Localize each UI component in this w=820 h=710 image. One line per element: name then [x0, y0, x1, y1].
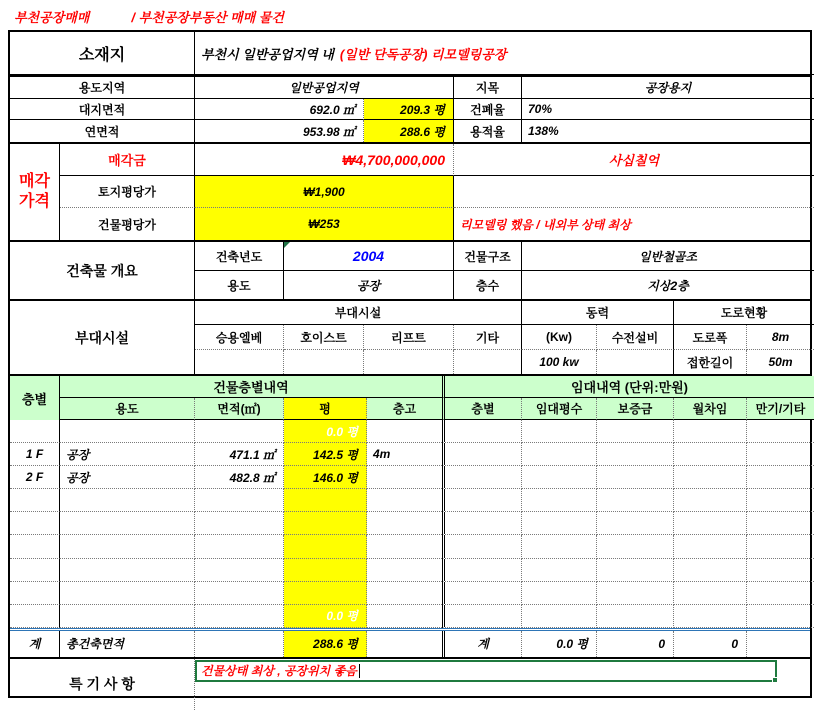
cell-rent-floor: [442, 559, 522, 582]
total-monthly: 0: [674, 631, 747, 657]
cell-sqm: [195, 605, 284, 628]
cell-use: [60, 512, 195, 535]
total-expiry: [747, 631, 814, 657]
table-row: [10, 420, 810, 443]
total-height: [367, 631, 442, 657]
coverage-label: 건폐율: [454, 99, 522, 120]
price-section-line1: 매각: [19, 173, 50, 190]
cell-floor: [10, 512, 60, 535]
cell-height: [367, 559, 442, 582]
cell-pyeong: [284, 559, 367, 582]
cell-expiry: [747, 420, 814, 443]
cell-rent-pyeong: [522, 605, 597, 628]
table-row: [10, 489, 810, 512]
cell-rent-pyeong: [522, 466, 597, 489]
cell-monthly: [674, 559, 747, 582]
cell-rent-floor: [442, 489, 522, 512]
zoning-value: 일반공업지역: [195, 77, 454, 99]
floor-col-header: 층별: [10, 376, 60, 420]
elevator-col: 승용엘베: [195, 325, 284, 350]
cell-rent-pyeong: [522, 489, 597, 512]
floor-table-header: [10, 374, 810, 420]
cell-use: [60, 582, 195, 605]
cell-height: [367, 605, 442, 628]
cell-floor: [10, 420, 60, 443]
cell-sqm: [195, 535, 284, 558]
cell-expiry: [747, 535, 814, 558]
sale-price-korean: 사십칠억: [454, 144, 814, 176]
cell-rent-pyeong: [522, 559, 597, 582]
cell-expiry: [747, 466, 814, 489]
floors-label: 층수: [454, 271, 522, 299]
cell-height: 4m: [367, 443, 442, 466]
land-unit-price-label: 토지평당가: [60, 176, 195, 208]
left-table-title: 건물층별내역: [60, 376, 442, 398]
road-group: 도로현황: [674, 301, 814, 325]
bldg-unit-price-note: 리모델링 했음 / 내외부 상태 최상: [460, 217, 631, 232]
table-row: [10, 443, 810, 466]
zoning-area-block: [10, 75, 810, 142]
cell-monthly: [674, 443, 747, 466]
cell-height: [367, 535, 442, 558]
sale-price-value: ₩4,700,000,000: [195, 144, 454, 176]
facilities-group: 부대시설: [195, 301, 522, 325]
cell-floor: 1 F: [10, 443, 60, 466]
cell-expiry: [747, 489, 814, 512]
cell-floor: [10, 535, 60, 558]
table-row: [10, 535, 810, 558]
cell-use: [60, 420, 195, 443]
cell-rent-pyeong: [522, 582, 597, 605]
cell-expiry: [747, 443, 814, 466]
build-year-text: 2004: [352, 248, 385, 264]
cell-deposit: [597, 420, 674, 443]
use-label: 용도: [195, 271, 284, 299]
location-value: [195, 32, 814, 75]
structure-value: 일반철골조: [522, 242, 814, 271]
facilities-section-label: 부대시설: [10, 301, 195, 374]
far-label: 용적율: [454, 120, 522, 142]
cell-monthly: [674, 535, 747, 558]
header-use: 용도: [60, 398, 195, 420]
header-monthly: 월차임: [674, 398, 747, 420]
cell-deposit: [597, 559, 674, 582]
floor-table-body: [10, 420, 810, 628]
cell-monthly: [674, 489, 747, 512]
etc-col: 기타: [454, 325, 522, 350]
cell-expiry: [747, 605, 814, 628]
cell-floor: [10, 605, 60, 628]
cell-floor: [10, 559, 60, 582]
cell-monthly: [674, 605, 747, 628]
lift-value: [364, 350, 454, 374]
kw-value: 100 kw: [522, 350, 597, 374]
jimok-value: 공장용지: [522, 77, 814, 99]
power-equip-col: 수전설비: [597, 325, 674, 350]
build-year-value: [284, 242, 454, 271]
elevator-value: [195, 350, 284, 374]
jimok-label: 지목: [454, 77, 522, 99]
notes-block: [10, 657, 810, 710]
facilities-block: [10, 299, 810, 374]
use-value: 공장: [284, 271, 454, 299]
page-title-main: 부천공장매매: [14, 9, 90, 25]
notes-text: 건물상태 최상 , 공장위치 좋음: [201, 664, 357, 679]
total-rent-floor: 계: [442, 631, 522, 657]
location-label: 소재지: [10, 32, 195, 75]
cell-rent-floor: [442, 420, 522, 443]
building-block: [10, 240, 810, 299]
page-title-sub: / 부천공장부동산 매매 물건: [131, 9, 284, 25]
cell-use: [60, 535, 195, 558]
cell-sqm: 482.8 ㎡: [195, 466, 284, 489]
cell-sqm: [195, 582, 284, 605]
cell-rent-floor: [442, 512, 522, 535]
cell-expiry: [747, 559, 814, 582]
total-label: 총건축면적: [60, 631, 195, 657]
cell-rent-floor: [442, 466, 522, 489]
floor-area-pyeong: 288.6 평: [364, 120, 454, 142]
table-row: [10, 559, 810, 582]
header-rent-floor: 층별: [442, 398, 522, 420]
cell-deposit: [597, 535, 674, 558]
cell-monthly: [674, 512, 747, 535]
building-section-label: 건축물 개요: [10, 242, 195, 299]
zoning-label: 용도지역: [10, 77, 195, 99]
header-deposit: 보증금: [597, 398, 674, 420]
text-cursor: [359, 664, 360, 678]
land-unit-price-note: [454, 176, 814, 208]
header-height: 층고: [367, 398, 442, 420]
hoist-col: 호이스트: [284, 325, 364, 350]
kw-col: (Kw): [522, 325, 597, 350]
cell-deposit: [597, 582, 674, 605]
cell-sqm: [195, 512, 284, 535]
land-area-pyeong: 209.3 평: [364, 99, 454, 120]
cell-rent-pyeong: [522, 420, 597, 443]
total-floor: 계: [10, 631, 60, 657]
floors-value: 지상2층: [647, 278, 689, 293]
road-length-value: 50m: [768, 355, 793, 369]
cell-rent-floor: [442, 443, 522, 466]
cell-height: [367, 582, 442, 605]
cell-use: [60, 489, 195, 512]
cell-pyeong: [284, 512, 367, 535]
cell-deposit: [597, 466, 674, 489]
cell-deposit: [597, 443, 674, 466]
location-row: [10, 32, 810, 75]
cell-sqm: [195, 420, 284, 443]
location-value-black: 부천시 일반공업지역 내: [201, 46, 334, 62]
cell-rent-floor: [442, 605, 522, 628]
header-rent-pyeong: 임대평수: [522, 398, 597, 420]
cell-floor: [10, 582, 60, 605]
cell-height: [367, 512, 442, 535]
cell-sqm: 471.1 ㎡: [195, 443, 284, 466]
structure-label: 건물구조: [454, 242, 522, 271]
header-area: 면적(㎡): [195, 398, 284, 420]
cell-pyeong: [284, 582, 367, 605]
notes-input-cell[interactable]: [195, 660, 777, 682]
location-value-red: (일반 단독공장) 리모델링공장: [339, 46, 507, 62]
cell-rent-pyeong: [522, 443, 597, 466]
cell-floor: [10, 489, 60, 512]
bldg-unit-price-value: ₩253: [195, 208, 454, 240]
table-row: [10, 605, 810, 628]
etc-value: [454, 350, 522, 374]
notes-area: [195, 659, 814, 710]
cell-rent-pyeong: [522, 512, 597, 535]
fill-handle[interactable]: [772, 677, 778, 683]
cell-deposit: [597, 512, 674, 535]
cell-pyeong: [284, 535, 367, 558]
land-unit-price-value: ₩1,900: [195, 176, 454, 208]
land-area-sqm: 692.0 ㎡: [195, 99, 364, 120]
cell-expiry: [747, 512, 814, 535]
total-row: [10, 628, 810, 657]
cell-sqm: [195, 559, 284, 582]
property-sheet: [8, 30, 812, 698]
cell-deposit: [597, 605, 674, 628]
road-width-value: 8m: [747, 325, 814, 350]
cell-use: 공장: [60, 466, 195, 489]
page-title: [14, 4, 284, 28]
cell-sqm: [195, 489, 284, 512]
cell-rent-floor: [442, 582, 522, 605]
price-block: [10, 142, 810, 240]
notes-label: 특 기 사 항: [10, 659, 195, 710]
power-equip-value: [597, 350, 674, 374]
cell-rent-pyeong: [522, 535, 597, 558]
sale-price-label: 매각금: [60, 144, 195, 176]
cell-pyeong: 0.0 평: [284, 420, 367, 443]
floor-area-sqm: 953.98 ㎡: [195, 120, 364, 142]
build-year-label: 건축년도: [195, 242, 284, 271]
cell-pyeong: 0.0 평: [284, 605, 367, 628]
table-row: [10, 466, 810, 489]
bldg-unit-price-label: 건물평당가: [60, 208, 195, 240]
table-row: [10, 582, 810, 605]
cell-use: 공장: [60, 443, 195, 466]
far-value: 138%: [528, 124, 559, 138]
total-sqm: [195, 631, 284, 657]
right-table-title: 임대내역 (단위:만원): [442, 376, 814, 398]
cell-pyeong: 142.5 평: [284, 443, 367, 466]
cell-pyeong: [284, 489, 367, 512]
cell-use: [60, 605, 195, 628]
cell-monthly: [674, 466, 747, 489]
error-indicator-icon: [284, 242, 290, 248]
table-row: [10, 512, 810, 535]
price-section-label: [10, 144, 60, 240]
land-area-label: 대지면적: [10, 99, 195, 120]
header-expiry: 만기/기타: [747, 398, 814, 420]
lift-col: 리프트: [364, 325, 454, 350]
cell-floor: 2 F: [10, 466, 60, 489]
power-group: 동력: [522, 301, 674, 325]
road-width-label: 도로폭: [674, 325, 747, 350]
cell-height: [367, 466, 442, 489]
cell-deposit: [597, 489, 674, 512]
cell-monthly: [674, 420, 747, 443]
floor-area-label: 연면적: [10, 120, 195, 142]
cell-rent-floor: [442, 535, 522, 558]
header-pyeong: 평: [284, 398, 367, 420]
road-length-label: 접한길이: [674, 350, 747, 374]
cell-expiry: [747, 582, 814, 605]
hoist-value: [284, 350, 364, 374]
cell-use: [60, 559, 195, 582]
coverage-value: 70%: [522, 99, 814, 120]
total-deposit: 0: [597, 631, 674, 657]
price-section-line2: 가격: [19, 193, 50, 210]
cell-monthly: [674, 582, 747, 605]
cell-height: [367, 489, 442, 512]
cell-height: [367, 420, 442, 443]
total-rent-pyeong: 0.0 평: [522, 631, 597, 657]
cell-pyeong: 146.0 평: [284, 466, 367, 489]
total-pyeong: 288.6 평: [284, 631, 367, 657]
